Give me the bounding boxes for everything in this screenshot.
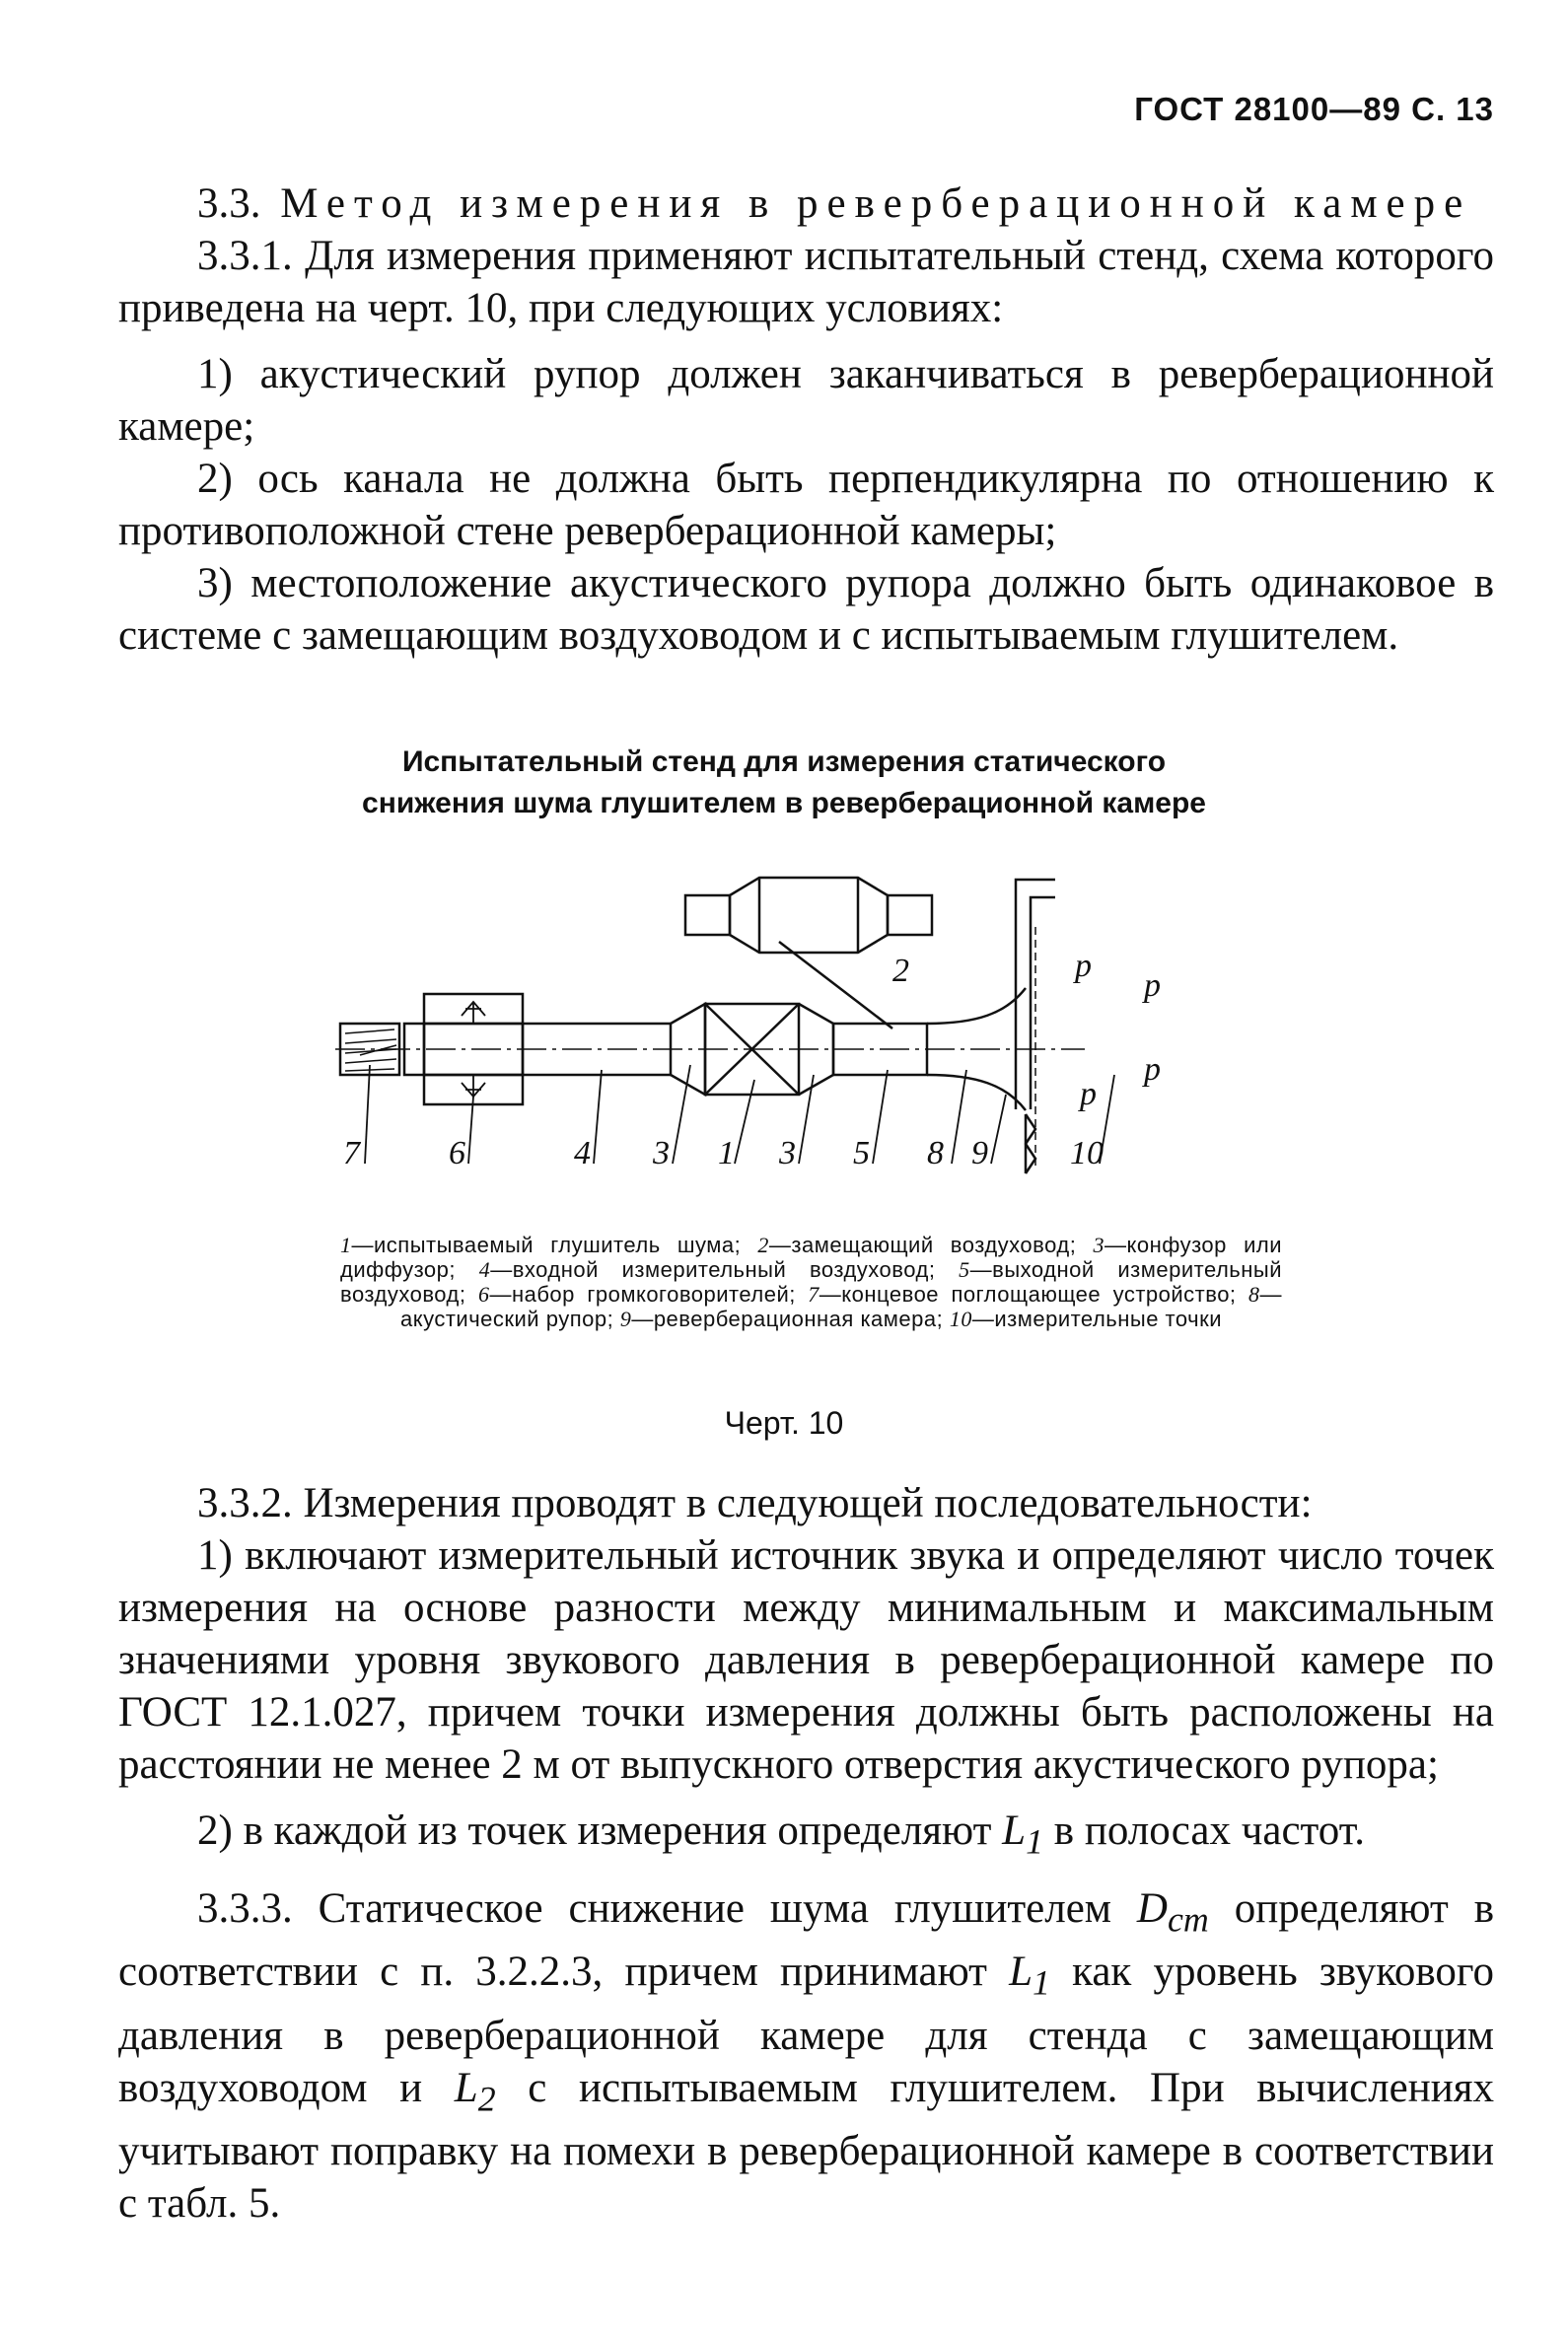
legend-item: 7—концевое поглощающее устройство; <box>808 1282 1248 1307</box>
section-title-text: Метод измерения в реверберационной камере <box>280 180 1472 227</box>
part-label-2: 2 <box>892 953 909 989</box>
part-label-1: 1 <box>718 1135 735 1171</box>
section-number: 3.3. <box>197 180 261 227</box>
part-label-6: 6 <box>449 1135 465 1171</box>
legend-item: 5—выходной измерительный воздуховод; <box>340 1257 1282 1307</box>
list-item: 2) в каждой из точек измерения определяют $L_1$ в полосах частот. <box>197 1807 1366 1862</box>
measurement-point-marker: p <box>1144 1051 1161 1088</box>
part-label-10: 10 <box>1070 1135 1104 1171</box>
part-label-4: 4 <box>574 1135 591 1171</box>
leader-lines <box>365 1065 1114 1164</box>
part-label-3: 3 <box>779 1135 796 1171</box>
variable-l1: $L_1$ <box>1009 1949 1050 2003</box>
part-label-3: 3 <box>653 1135 670 1171</box>
part-label-8: 8 <box>927 1135 944 1171</box>
paragraph-3-3-2: 3.3.2. Измерения проводят в следующей последовательности: <box>197 1480 1313 1526</box>
section-title <box>118 177 1494 230</box>
legend-item: 1—испытываемый глушитель шума; <box>340 1233 758 1257</box>
paragraph-3-3-3: 3.3.3. Статическое снижение шума глушителем $D_{ст}$ определяют в соответствии с п. 3.2.2.3, причем принимают $L_1$ как уровень звукового давления в реверберационной камере для стенда с замещающим воздуховодом и $L_2$ с испытываемым глушителем. При вычислениях учитывают поправку на помехи в реверберационной камере в соответствии с табл. 5. <box>118 1884 1495 2228</box>
figure-legend <box>340 1233 1282 1331</box>
measurement-point-marker: p <box>1075 948 1092 984</box>
figure-title-line: Испытательный стенд для измерения статического <box>401 745 1167 778</box>
figure-title-line: снижения шума глушителем в реверберационной камере <box>362 787 1206 819</box>
horn-and-wall-drawing <box>927 880 1055 1173</box>
variable-d-st: $D_{ст}$ <box>1136 1884 1209 1940</box>
legend-item: 10—измерительные точки <box>949 1307 1223 1331</box>
list-item: 1) включают измерительный источник звука и определяют число точек измерения на основе разности между минимальным и максимальным значениями уровня звукового давления в реверберационной камере по ГОСТ 12.1.027, причем точки измерения должны быть расположены на расстоянии не менее 2 м от выпускного отверстия акустического рупора; <box>118 1532 1494 1788</box>
variable-l2: $L_2$ <box>454 2064 496 2119</box>
legend-item: 3—конфузор или диффузор; <box>340 1233 1283 1282</box>
figure-caption: Черт. 10 <box>724 1405 844 1441</box>
list-item: 1) акустический рупор должен заканчиваться в реверберационной камере; <box>118 351 1494 450</box>
variable-l1: $L_1$ <box>1002 1807 1044 1862</box>
measurement-point-marker: p <box>1144 967 1161 1004</box>
part-label-7: 7 <box>343 1135 360 1171</box>
test-stand-diagram <box>335 868 1262 1203</box>
section-3-3-2 <box>118 1477 1494 2230</box>
figure-title <box>0 742 1568 824</box>
legend-item: 2—замещающий воздуховод; <box>757 1233 1094 1257</box>
legend-item: 4—входной измерительный воздуховод; <box>478 1257 960 1282</box>
legend-item: 8—акустический рупор; <box>399 1282 1282 1331</box>
list-item: 2) ось канала не должна быть перпендикулярна по отношению к противоположной стене реверберационной камеры; <box>118 456 1494 554</box>
part-label-9: 9 <box>971 1135 988 1171</box>
paragraph-3-3-1: 3.3.1. Для измерения применяют испытательный стенд, схема которого приведена на черт. 10, при следующих условиях: <box>118 233 1494 331</box>
legend-item: 6—набор громкоговорителей; <box>477 1282 809 1307</box>
part-label-5: 5 <box>853 1135 870 1171</box>
page-header: ГОСТ 28100—89 С. 13 <box>1134 91 1494 127</box>
list-item: 3) местоположение акустического рупора должно быть одинаковое в системе с замещающим воздуховодом и с испытываемым глушителем. <box>118 560 1494 659</box>
legend-item: 9—реверберационная камера; <box>619 1307 950 1331</box>
section-3-3 <box>118 177 1494 662</box>
measurement-point-marker: p <box>1080 1076 1097 1112</box>
